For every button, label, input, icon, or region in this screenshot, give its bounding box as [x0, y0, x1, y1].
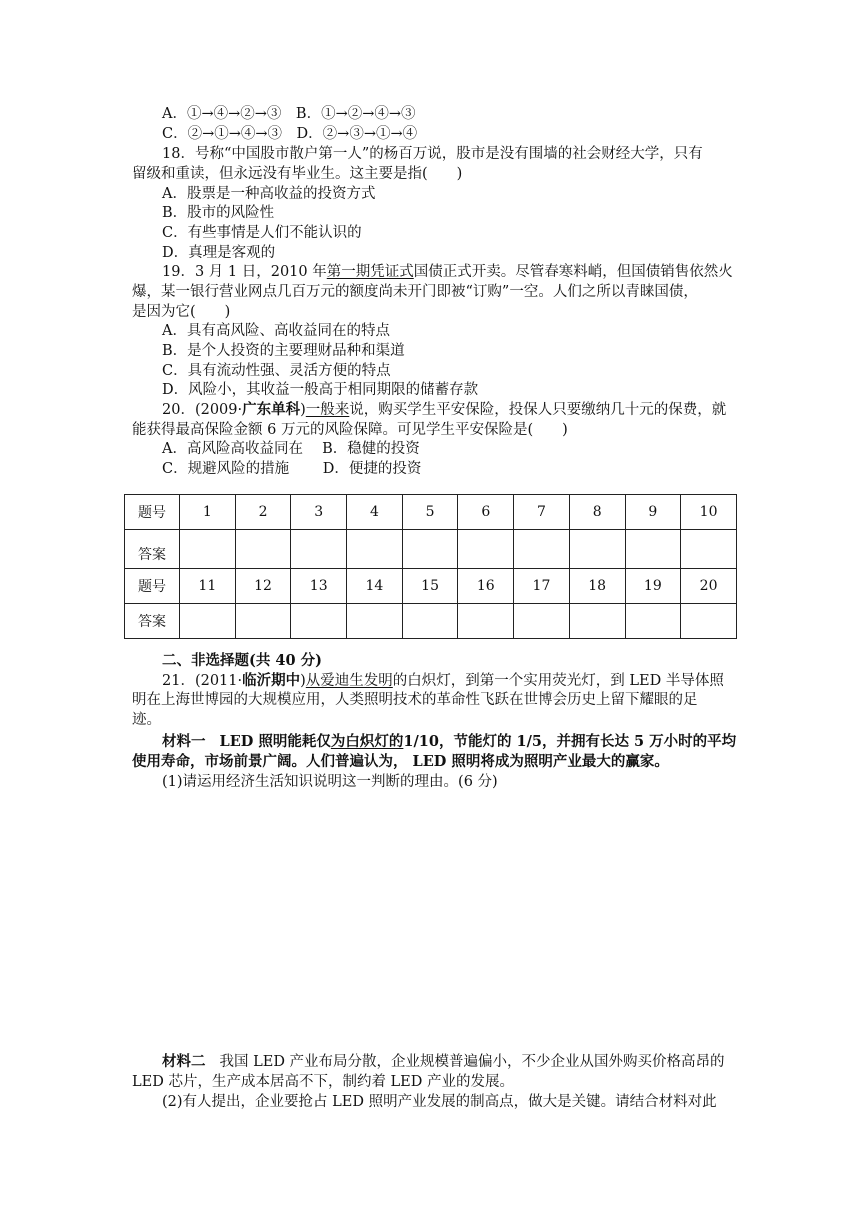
sub-question-2: (2)有人提出，企业要抢占 LED 照明产业发展的制高点，做大是关键。请结合材料对此 — [162, 1094, 717, 1110]
q20-text-d: 说，购买学生平安保险，投保人只要缴纳几十元的保费，就 — [349, 402, 727, 418]
question-number-cell: 13 — [291, 569, 347, 604]
q19-stem-line2: 爆，某一银行营业网点几百万元的额度尚未开门即被“订购”一空。人们之所以青睐国债， — [132, 284, 698, 300]
header-label-cell: 题号 — [125, 569, 180, 604]
q19-stem-line3: 是因为它( ) — [132, 304, 231, 320]
material1-line1 — [162, 732, 736, 752]
q18-option-d: D．真理是客观的 — [162, 245, 276, 261]
question-number-cell: 2 — [235, 495, 291, 530]
question-number-cell: 15 — [402, 569, 458, 604]
q17-options-line1: A．①→④→②→③ B．①→②→④→③ — [162, 106, 416, 122]
question-number-cell: 4 — [347, 495, 403, 530]
q21-stem-line1 — [162, 671, 724, 691]
answer-cell[interactable] — [625, 604, 681, 639]
q18-option-c: C．有些事情是人们不能认识的 — [162, 225, 362, 241]
section2-heading: 二、非选择题(共 40 分) — [162, 652, 322, 669]
q19-stem-underlined: 第一期凭证式 — [326, 264, 414, 280]
q20-text-c: ) — [300, 402, 306, 418]
material1-text-a: LED 照明能耗仅 — [219, 733, 331, 750]
answer-table-answer-row — [125, 530, 737, 569]
q21-stem-line3: 迹。 — [132, 712, 161, 728]
question-number-cell: 6 — [458, 495, 514, 530]
material2-line2: LED 芯片，生产成本居高不下，制约着 LED 产业的发展。 — [132, 1074, 515, 1090]
q20-options-line1: A．高风险高收益同在 B．稳健的投资 — [162, 441, 420, 457]
q18-stem-line1: 18．号称“中国股市散户第一人”的杨百万说，股市是没有围墙的社会财经大学，只有 — [162, 146, 703, 162]
answer-cell[interactable] — [235, 604, 291, 639]
answer-cell[interactable] — [347, 530, 403, 569]
material1-underlined: 为白炽灯的 — [330, 733, 404, 750]
answer-table — [124, 494, 737, 639]
question-number-cell: 18 — [569, 569, 625, 604]
q19-option-c: C．具有流动性强、灵活方便的特点 — [162, 363, 391, 379]
answer-cell[interactable] — [402, 530, 458, 569]
answer-table-header-row — [125, 495, 737, 530]
answer-cell[interactable] — [514, 530, 570, 569]
question-number-cell: 11 — [180, 569, 236, 604]
q21-underlined: 从爱迪生发明 — [305, 673, 393, 689]
answer-cell[interactable] — [180, 530, 236, 569]
q18-option-b: B．股市的风险性 — [162, 205, 275, 221]
answer-table-header-row — [125, 569, 737, 604]
question-number-cell: 1 — [180, 495, 236, 530]
q21-source: 临沂期中 — [242, 672, 301, 689]
answer-cell[interactable] — [458, 604, 514, 639]
q20-underlined: 一般来 — [305, 402, 350, 418]
answer-cell[interactable] — [625, 530, 681, 569]
answer-cell[interactable] — [569, 530, 625, 569]
answer-table-answer-row — [125, 604, 737, 639]
q19-option-a: A．具有高风险、高收益同在的特点 — [162, 323, 390, 339]
q19-option-b: B．是个人投资的主要理财品种和渠道 — [162, 343, 405, 359]
answer-cell[interactable] — [681, 604, 737, 639]
question-number-cell: 14 — [347, 569, 403, 604]
q18-option-a: A．股票是一种高收益的投资方式 — [162, 186, 376, 202]
q21-text-c: ) — [300, 673, 306, 689]
q19-stem-text-a: 19．3 月 1 日，2010 年 — [162, 264, 327, 280]
q21-stem-line2: 明在上海世博园的大规模应用，人类照明技术的革命性飞跃在世博会历史上留下耀眼的足 — [132, 692, 698, 708]
answer-cell[interactable] — [458, 530, 514, 569]
q20-options-line2: C．规避风险的措施 D．便捷的投资 — [162, 461, 422, 477]
question-number-cell: 20 — [681, 569, 737, 604]
header-label-cell: 题号 — [125, 495, 180, 530]
material1-text-b: 1/10，节能灯的 1/5，并拥有长达 5 万小时的平均 — [403, 733, 737, 750]
question-number-cell: 19 — [625, 569, 681, 604]
material1-line2: 使用寿命，市场前景广阔。人们普遍认为， LED 照明将成为照明产业最大的赢家。 — [132, 753, 669, 770]
material1-label: 材料一 — [162, 733, 206, 750]
answer-cell[interactable] — [514, 604, 570, 639]
q19-stem-text-b: 国债正式开卖。尽管春寒料峭，但国债销售依然火 — [413, 264, 733, 280]
q18-stem-line2: 留级和重读，但永远没有毕业生。这主要是指( ) — [132, 166, 463, 182]
question-number-cell: 8 — [569, 495, 625, 530]
q19-option-d: D．风险小，其收益一般高于相同期限的储蓄存款 — [162, 382, 479, 398]
answer-cell[interactable] — [235, 530, 291, 569]
q20-text-a: 20．(2009· — [162, 402, 243, 418]
material2-text: 我国 LED 产业布局分散，企业规模普遍偏小，不少企业从国外购买价格高昂的 — [219, 1054, 725, 1070]
q17-options-line2: C．②→①→④→③ D．②→③→①→④ — [162, 126, 418, 142]
answer-cell[interactable] — [402, 604, 458, 639]
question-number-cell: 12 — [235, 569, 291, 604]
answer-cell[interactable] — [291, 604, 347, 639]
question-number-cell: 17 — [514, 569, 570, 604]
question-number-cell: 10 — [681, 495, 737, 530]
answer-cell[interactable] — [347, 604, 403, 639]
q20-stem-line1 — [162, 400, 726, 420]
answer-cell[interactable] — [291, 530, 347, 569]
question-number-cell: 5 — [402, 495, 458, 530]
material2-line1 — [162, 1052, 725, 1072]
answer-label-cell: 答案 — [125, 604, 180, 639]
answer-cell[interactable] — [180, 604, 236, 639]
question-number-cell: 16 — [458, 569, 514, 604]
question-number-cell: 7 — [514, 495, 570, 530]
q21-text-a: 21．(2011· — [162, 673, 243, 689]
answer-cell[interactable] — [681, 530, 737, 569]
material2-label: 材料二 — [162, 1053, 206, 1070]
question-number-cell: 3 — [291, 495, 347, 530]
answer-label-cell: 答案 — [125, 530, 180, 569]
sub-question-1: (1)请运用经济生活知识说明这一判断的理由。(6 分) — [162, 774, 498, 790]
answer-cell[interactable] — [569, 604, 625, 639]
q19-stem-line1 — [162, 262, 733, 282]
question-number-cell: 9 — [625, 495, 681, 530]
q20-source: 广东单科 — [242, 401, 301, 418]
q20-stem-line2: 能获得最高保险金额 6 万元的风险保障。可见学生平安保险是( ) — [132, 422, 568, 438]
q21-text-d: 的白炽灯，到第一个实用荧光灯，到 LED 半导体照 — [392, 673, 724, 689]
